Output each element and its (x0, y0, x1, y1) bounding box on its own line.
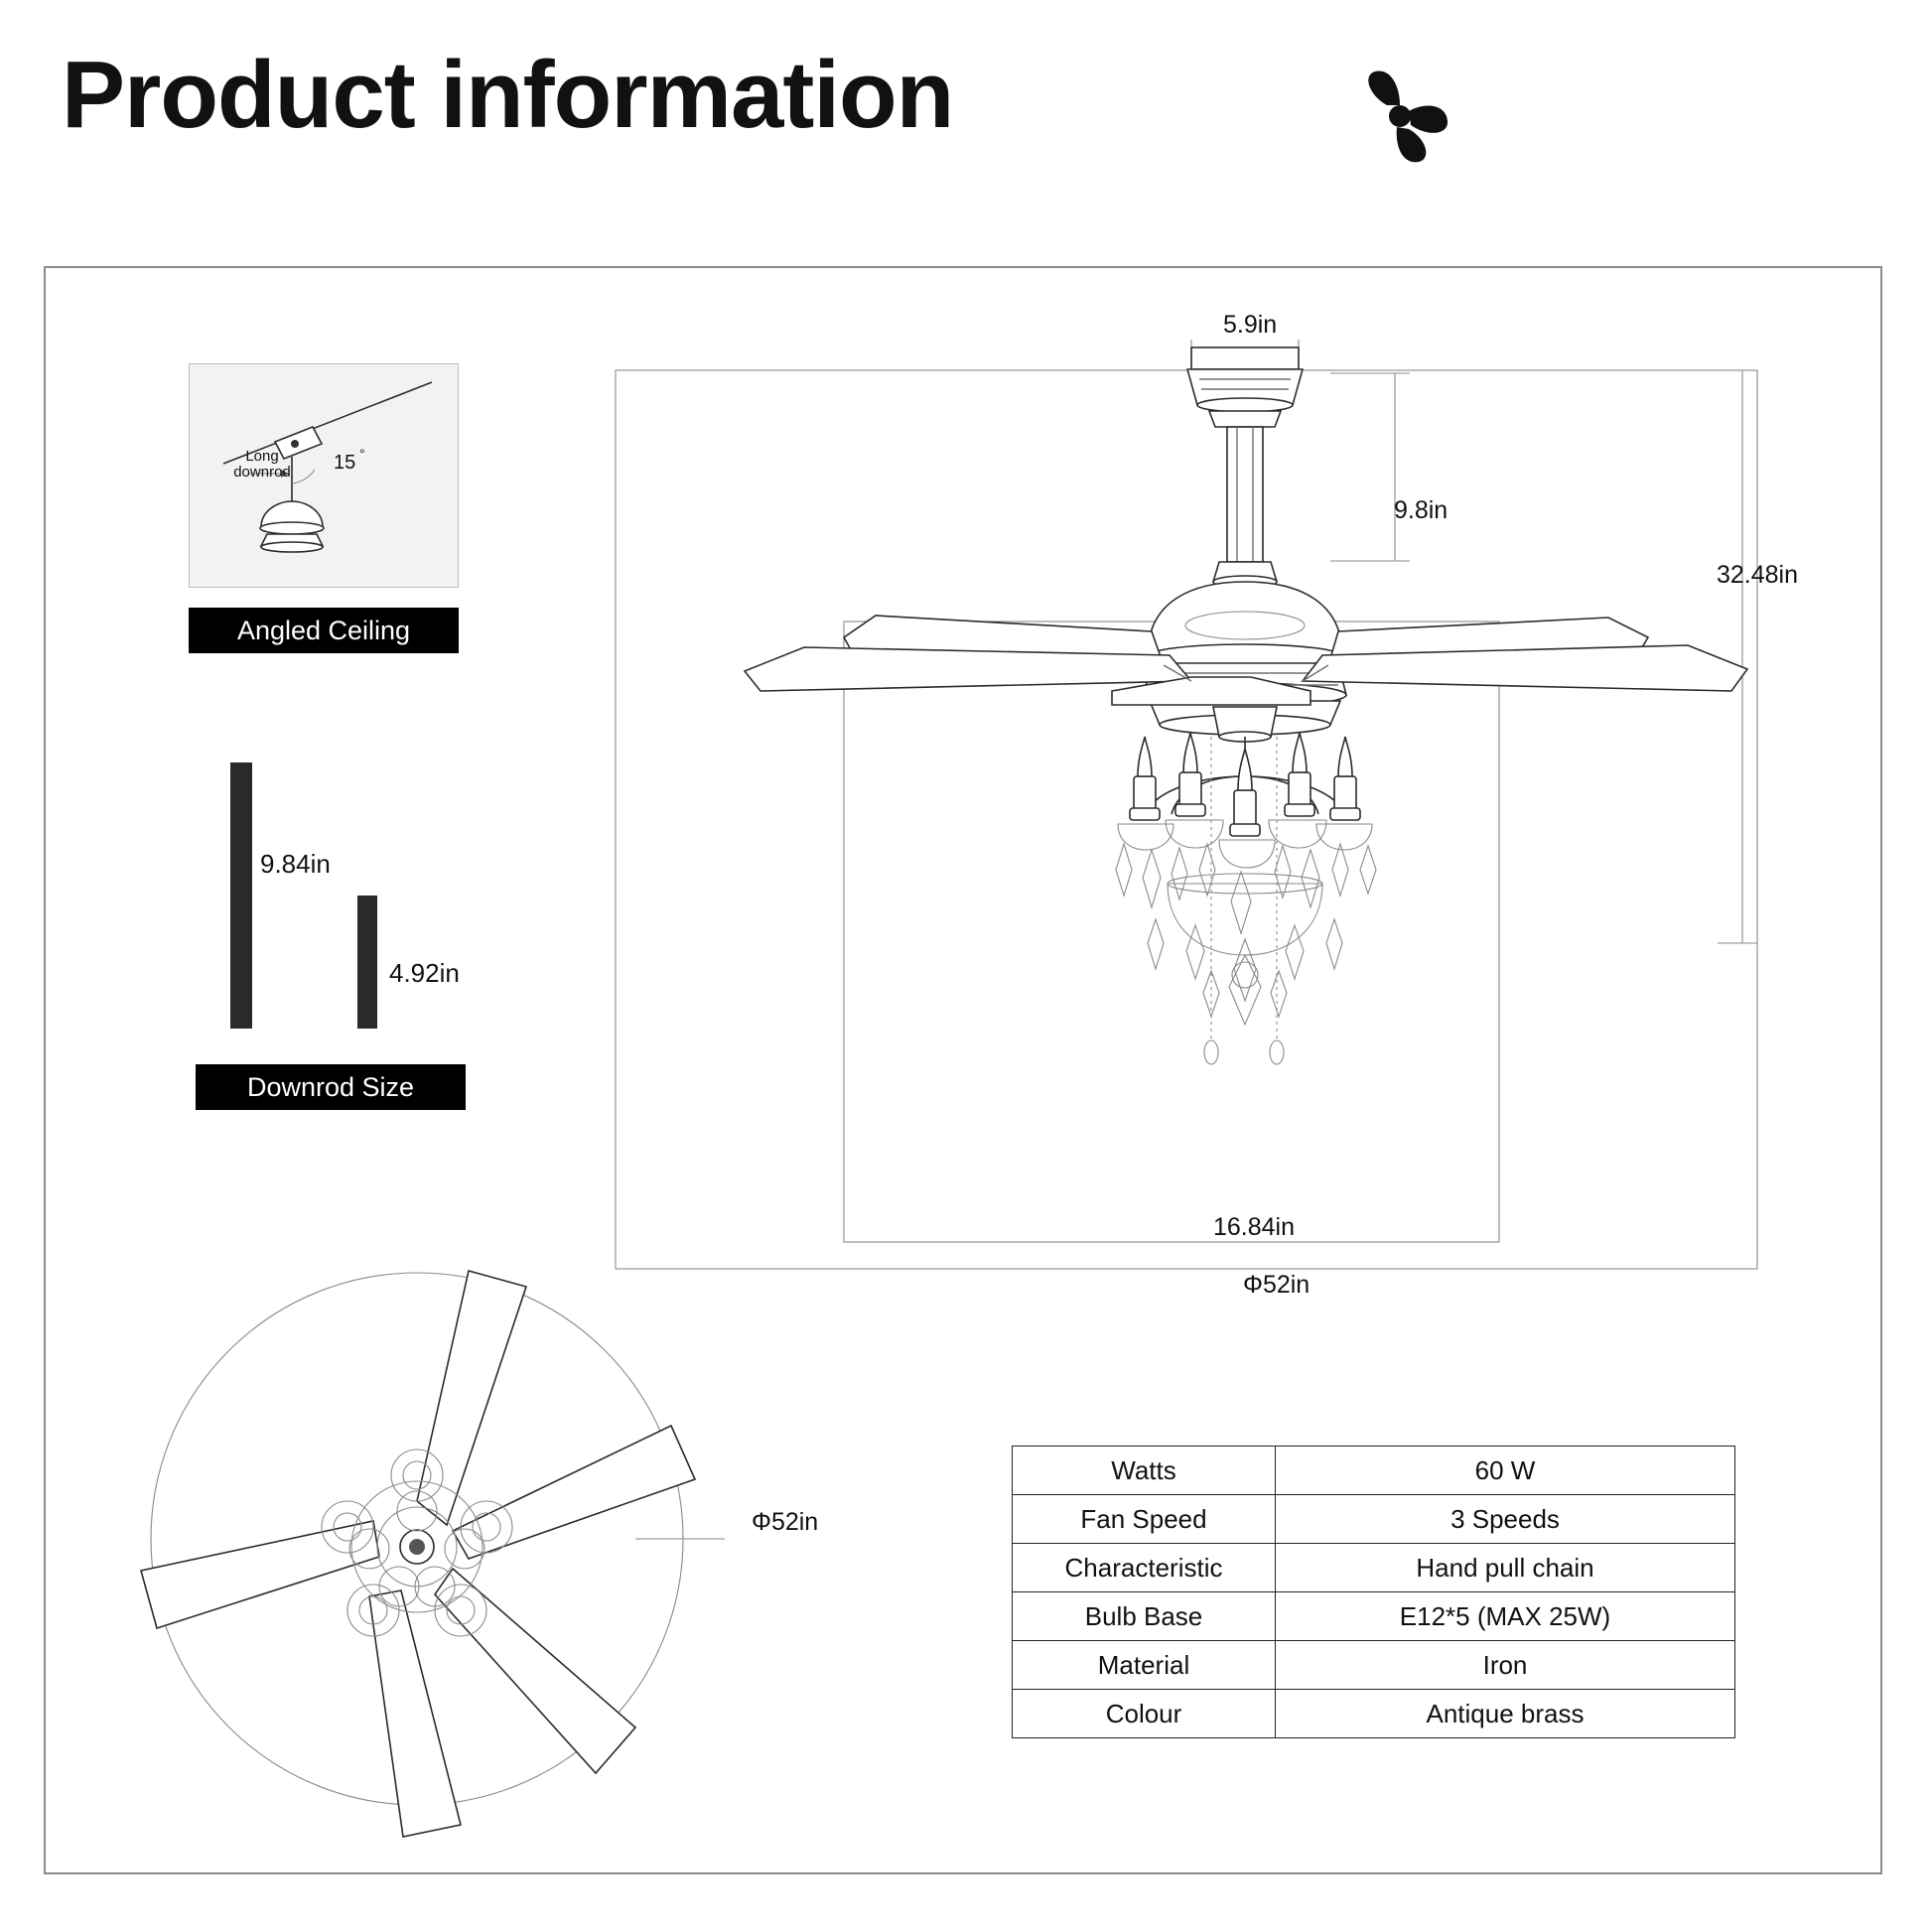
blade-span-top-dimension: Φ52in (752, 1508, 819, 1536)
table-row (1013, 1690, 1735, 1738)
spec-value: Antique brass (1276, 1690, 1735, 1738)
table-row (1013, 1592, 1735, 1641)
downrod-short-dimension: 4.92in (389, 958, 460, 988)
page-title: Product information (62, 42, 954, 148)
downrod-size-label: Downrod Size (196, 1064, 466, 1110)
fan-blades-icon (1345, 62, 1454, 171)
angle-value: 15 (334, 452, 356, 474)
spec-value: Iron (1276, 1641, 1735, 1690)
spec-key: Watts (1013, 1447, 1276, 1495)
degree-symbol: ° (359, 446, 365, 462)
spec-value: E12*5 (MAX 25W) (1276, 1592, 1735, 1641)
downrod-long-dimension: 9.84in (260, 849, 331, 879)
long-downrod-text: Long downrod (233, 448, 291, 481)
front-view-drawing (556, 328, 1807, 1281)
light-width-dimension: 16.84in (1213, 1213, 1296, 1241)
total-height-dimension: 32.48in (1717, 561, 1799, 589)
table-row (1013, 1447, 1735, 1495)
blade-span-front-dimension: Φ52in (1243, 1271, 1311, 1299)
spec-key: Fan Speed (1013, 1495, 1276, 1544)
table-row (1013, 1495, 1735, 1544)
angled-ceiling-label: Angled Ceiling (189, 608, 459, 653)
downrod-long-bar (230, 762, 252, 1029)
table-row (1013, 1544, 1735, 1592)
spec-key: Material (1013, 1641, 1276, 1690)
downrod-height-dimension: 9.8in (1394, 496, 1449, 524)
spec-value: 60 W (1276, 1447, 1735, 1495)
spec-table (1012, 1446, 1735, 1738)
spec-key: Bulb Base (1013, 1592, 1276, 1641)
table-row (1013, 1641, 1735, 1690)
canopy-width-dimension: 5.9in (1223, 311, 1278, 339)
spec-value: 3 Speeds (1276, 1495, 1735, 1544)
downrod-short-bar (357, 896, 377, 1029)
spec-key: Characteristic (1013, 1544, 1276, 1592)
spec-key: Colour (1013, 1690, 1276, 1738)
top-view-drawing (119, 1241, 735, 1857)
spec-value: Hand pull chain (1276, 1544, 1735, 1592)
